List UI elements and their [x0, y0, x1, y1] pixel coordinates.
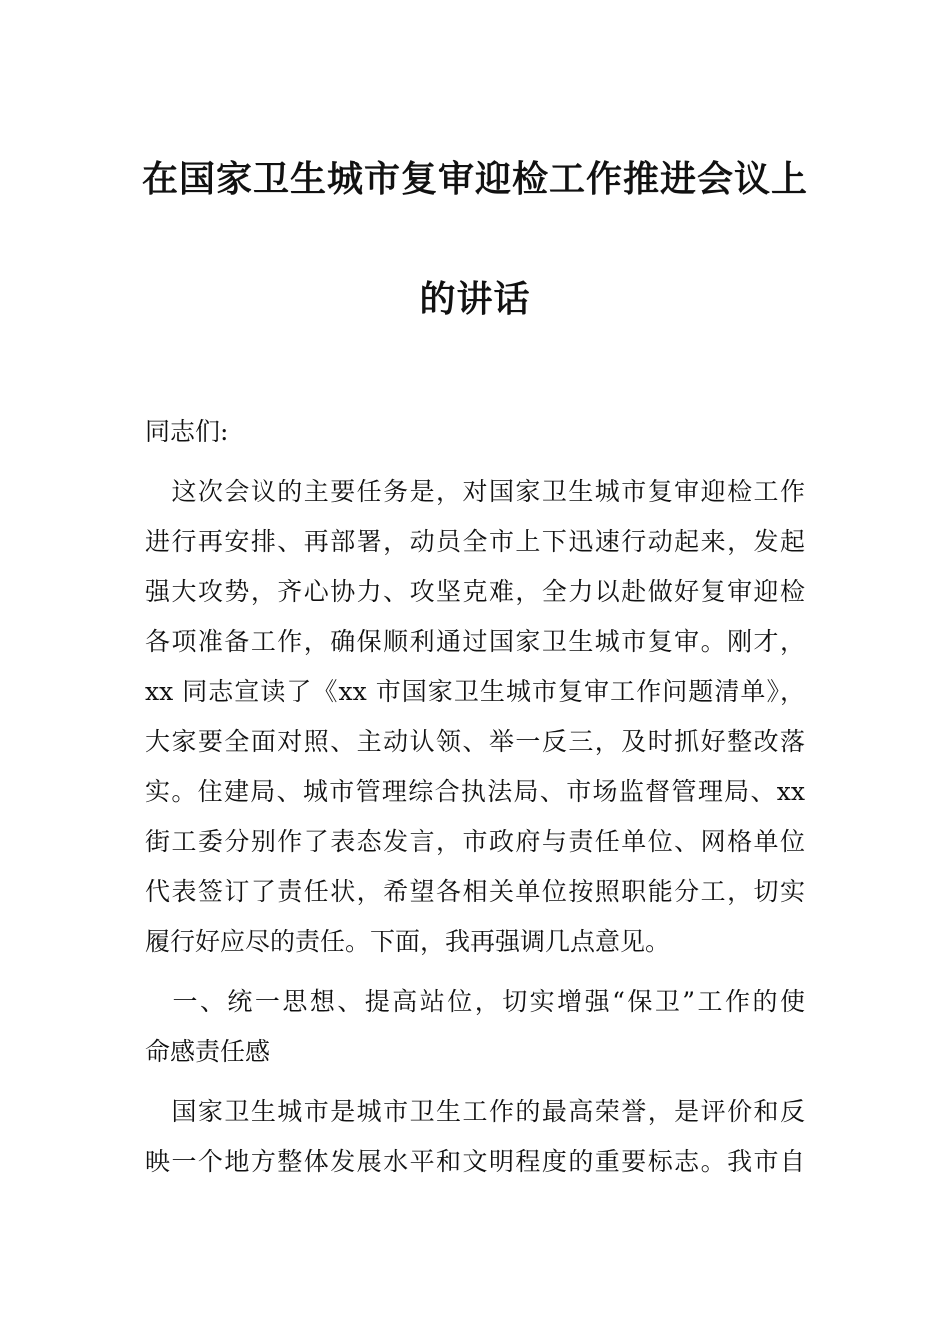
- salutation: 同志们:: [145, 417, 229, 446]
- paragraph-line: 各项准备工作，确保顺利通过国家卫生城市复审。刚才，: [145, 627, 805, 656]
- paragraph-line: 国家卫生城市是城市卫生工作的最高荣誉，是评价和反: [145, 1097, 805, 1126]
- paragraph-line: 进行再安排、再部署，动员全市上下迅速行动起来，发起: [145, 527, 805, 556]
- paragraph-line: 这次会议的主要任务是，对国家卫生城市复审迎检工作: [145, 477, 805, 506]
- paragraph-line: 实。住建局、城市管理综合执法局、市场监督管理局、xx: [145, 777, 805, 806]
- paragraph-line: 强大攻势，齐心协力、攻坚克难，全力以赴做好复审迎检: [145, 577, 805, 606]
- paragraph-line: 大家要全面对照、主动认领、举一反三，及时抓好整改落: [145, 727, 805, 756]
- paragraph-line: xx 同志宣读了《xx 市国家卫生城市复审工作问题清单》，: [145, 677, 805, 706]
- document-title-line-2: 的讲话: [419, 279, 531, 320]
- document-title-line-1: 在国家卫生城市复审迎检工作推进会议上: [141, 159, 808, 200]
- paragraph-line: 履行好应尽的责任。下面，我再强调几点意见。: [145, 927, 671, 956]
- paragraph-line: 代表签订了责任状，希望各相关单位按照职能分工，切实: [145, 877, 805, 906]
- section-heading-line: 一、统一思想、提高站位，切实增强“保卫”工作的使: [145, 987, 805, 1016]
- paragraph-line: 街工委分别作了表态发言，市政府与责任单位、网格单位: [145, 827, 805, 856]
- section-heading-line: 命感责任感: [145, 1037, 271, 1066]
- paragraph-line: 映一个地方整体发展水平和文明程度的重要标志。我市自: [145, 1147, 805, 1176]
